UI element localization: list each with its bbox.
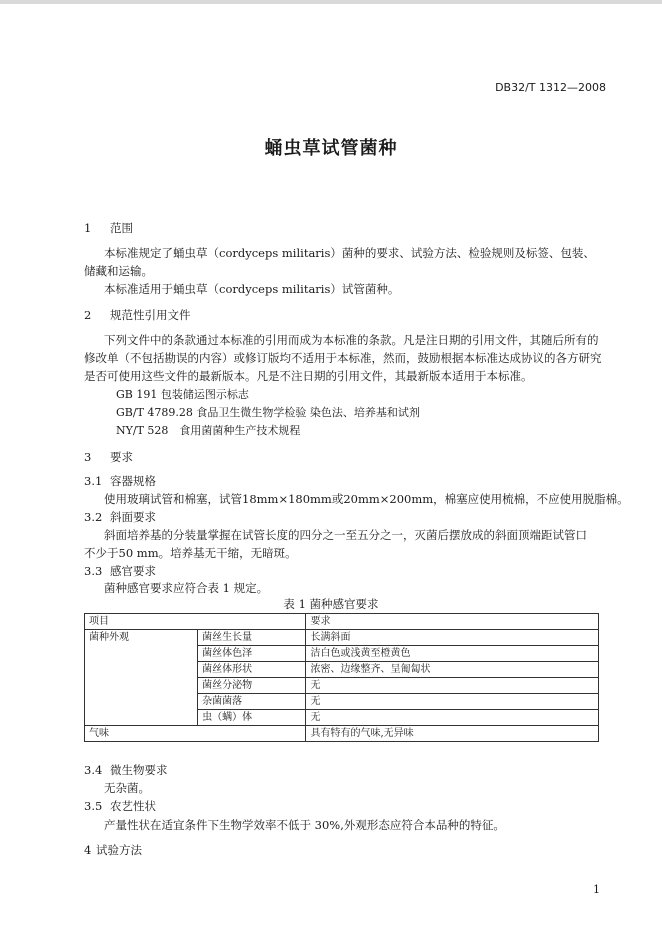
scan-top-edge <box>0 0 662 4</box>
section-3-2-line1: 斜面培养基的分装量掌握在试管长度的四分之一至五分之一，灭菌后摆放成的斜面顶端距试管口 <box>104 528 587 542</box>
section-3-4-heading: 微生物要求 <box>110 763 168 777</box>
table-row <box>85 726 599 742</box>
section-3-5-number: 3.5 <box>84 799 103 813</box>
section-2-line1: 下列文件中的条款通过本标准的引用而成为本标准的条款。凡是注日期的引用文件，其随后所有的 <box>104 333 599 347</box>
section-1-number: 1 <box>84 221 92 235</box>
table-cell-subitem: 菌丝分泌物 <box>198 678 306 694</box>
section-1-para1-line2: 储藏和运输。 <box>84 264 153 278</box>
section-3-3-number: 3.3 <box>84 564 103 578</box>
table-cell-subitem: 菌丝体色泽 <box>198 646 306 662</box>
section-2-heading: 规范性引用文件 <box>110 308 191 322</box>
standard-number: DB32/T 1312—2008 <box>495 81 606 94</box>
reference-nyt528: NY/T 528 食用菌菌种生产技术规程 <box>116 424 301 437</box>
table-cell-subitem: 虫（螨）体 <box>198 710 306 726</box>
section-3-1-number: 3.1 <box>84 474 103 488</box>
section-2-number: 2 <box>84 308 92 322</box>
section-3-4-text: 无杂菌。 <box>104 781 150 795</box>
table-header-row <box>85 614 599 630</box>
page-number: 1 <box>593 883 600 896</box>
section-3-heading: 要求 <box>110 450 133 464</box>
section-3-3-text: 菌种感官要求应符合表 1 规定。 <box>104 581 269 595</box>
table-cell-requirement: 无 <box>306 710 599 726</box>
table-header-item: 项目 <box>85 614 306 630</box>
section-4-heading: 试验方法 <box>96 843 142 857</box>
section-3-5-text: 产量性状在适宜条件下生物学效率不低于 30%,外观形态应符合本品种的特征。 <box>104 818 505 832</box>
section-3-4-number: 3.4 <box>84 763 103 777</box>
section-4-number: 4 <box>84 843 92 857</box>
table-cell-requirement: 无 <box>306 678 599 694</box>
section-3-1-heading: 容器规格 <box>110 474 156 488</box>
section-1-para1-line1: 本标准规定了蛹虫草（cordyceps militaris）菌种的要求、试验方法、检验规则及标签、包装、 <box>104 246 595 260</box>
section-1-heading: 范围 <box>110 221 133 235</box>
table-cell-odor-requirement: 具有特有的气味,无异味 <box>306 726 599 742</box>
table-cell-subitem: 菌丝生长量 <box>198 630 306 646</box>
section-3-number: 3 <box>84 450 92 464</box>
table-header-requirement: 要求 <box>306 614 599 630</box>
table-row <box>85 630 599 646</box>
section-3-2-line2: 不少于50 mm。培养基无干缩，无暗斑。 <box>84 546 297 560</box>
section-3-2-heading: 斜面要求 <box>110 510 156 524</box>
table-cell-subitem: 杂菌菌落 <box>198 694 306 710</box>
table-cell-requirement: 洁白色或浅黄至橙黄色 <box>306 646 599 662</box>
table-cell-requirement: 无 <box>306 694 599 710</box>
reference-gb191: GB 191 包装储运图示标志 <box>116 388 249 401</box>
section-3-1-text: 使用玻璃试管和棉塞，试管18mm×180mm或20mm×200mm，棉塞应使用梳棉，不应使用脱脂棉。 <box>104 492 629 506</box>
section-3-5-heading: 农艺性状 <box>110 799 156 813</box>
sensory-requirements-table <box>84 613 599 742</box>
table-cell-subitem: 菌丝体形状 <box>198 662 306 678</box>
section-2-line3: 是否可使用这些文件的最新版本。凡是不注日期的引用文件，其最新版本适用于本标准。 <box>84 369 533 383</box>
section-3-3-heading: 感官要求 <box>110 564 156 578</box>
page-title: 蛹虫草试管菌种 <box>264 138 398 159</box>
table-cell-odor-label: 气味 <box>85 726 306 742</box>
reference-gbt4789: GB/T 4789.28 食品卫生微生物学检验 染色法、培养基和试剂 <box>116 406 420 419</box>
table-cell-requirement: 长满斜面 <box>306 630 599 646</box>
table-caption: 表 1 菌种感官要求 <box>283 597 379 611</box>
section-2-line2: 修改单（不包括勘误的内容）或修订版均不适用于本标准，然而，鼓励根据本标准达成协议的各方研究 <box>84 351 602 365</box>
table-cell-requirement: 浓密、边缘整齐、呈匍匐状 <box>306 662 599 678</box>
section-3-2-number: 3.2 <box>84 510 103 524</box>
section-1-para2: 本标准适用于蛹虫草（cordyceps militaris）试管菌种。 <box>104 282 400 296</box>
table-group-label: 菌种外观 <box>85 630 198 726</box>
